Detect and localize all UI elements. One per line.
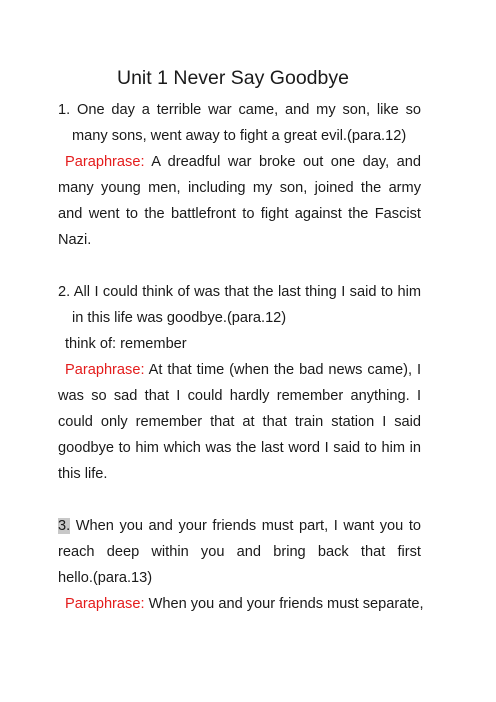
- item-1-paraphrase-line-4: Nazi.: [58, 232, 92, 248]
- item-1-paraphrase-line-2: many young men, including my son, joined the army: [58, 180, 421, 196]
- item-1-sentence-line-2: many sons, went away to fight a great evil.(para.12): [72, 128, 407, 144]
- item-3-paraphrase-label: Paraphrase:: [65, 596, 145, 612]
- item-3-sentence-line-2: reach deep within you and bring back that first: [58, 544, 421, 560]
- item-3-sentence-line-1: 3. When you and your friends must part, I want you to: [58, 518, 421, 534]
- item-1-number: 1.: [58, 102, 71, 118]
- item-3-paraphrase-line-1: Paraphrase: When you and your friends must separate,: [65, 596, 424, 612]
- page-title: Unit 1 Never Say Goodbye: [117, 67, 349, 89]
- item-2-paraphrase-line-1: Paraphrase: At that time (when the bad news came), I: [65, 362, 421, 378]
- item-2-paraphrase-line-3: could only remember that at that train station I said: [58, 414, 421, 430]
- item-2-paraphrase-line-4: goodbye to him which was the last word I said to him in: [58, 440, 421, 456]
- item-2-paraphrase-line-2: was so sad that I could hardly remember anything. I: [58, 388, 421, 404]
- item-2-number: 2.: [58, 284, 71, 300]
- item-3-sentence-line-3: hello.(para.13): [58, 570, 153, 586]
- item-2-sentence-line-1: 2. All I could think of was that the last thing I said to him: [58, 284, 421, 300]
- item-2-paraphrase-label: Paraphrase:: [65, 362, 145, 378]
- item-2-paraphrase-line-5: this life.: [58, 466, 108, 482]
- item-1-paraphrase-line-3: and went to the battlefront to fight against the Fascist: [58, 206, 421, 222]
- item-1-paraphrase-line-1: Paraphrase: A dreadful war broke out one day, and: [65, 154, 422, 170]
- item-2-sentence-line-2: in this life was goodbye.(para.12): [72, 310, 287, 326]
- item-3-number: 3.: [58, 518, 71, 534]
- item-2-note: think of: remember: [65, 336, 187, 352]
- item-1-sentence-line-1: 1. One day a terrible war came, and my son, like so: [58, 102, 421, 118]
- item-1-paraphrase-label: Paraphrase:: [65, 154, 145, 170]
